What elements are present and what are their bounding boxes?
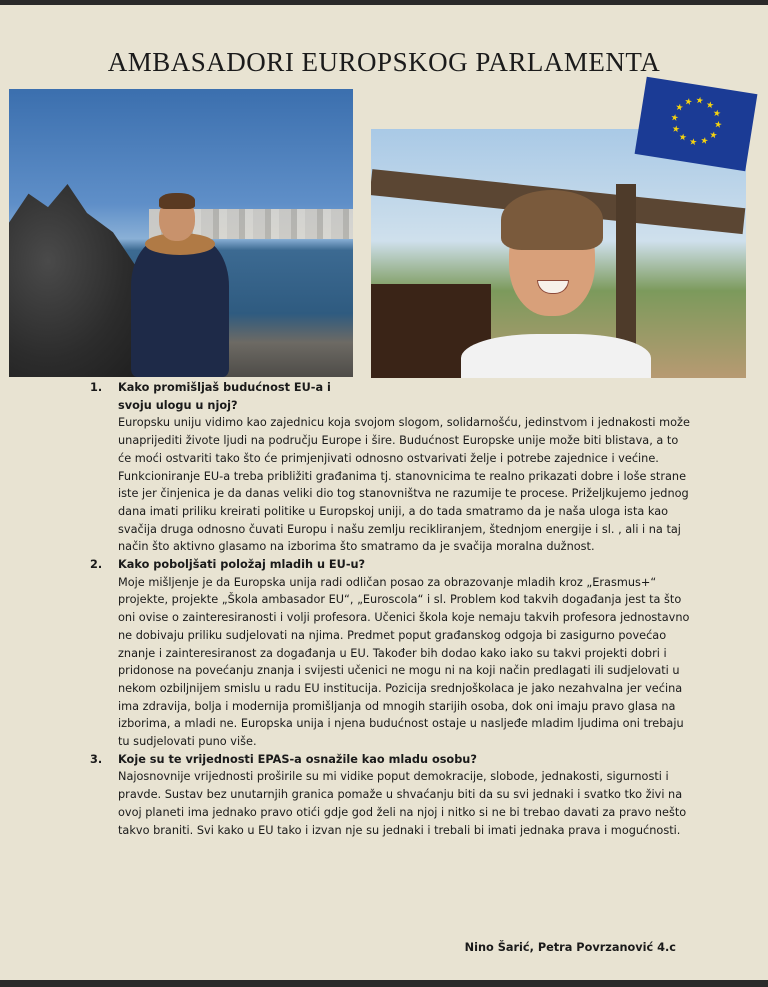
question-text: Kako promišljaš budućnost EU-a i svoju ulogu u njoj? <box>118 381 331 412</box>
svg-text:★: ★ <box>713 119 723 132</box>
svg-text:★: ★ <box>694 95 705 107</box>
answer-2: Moje mišljenje je da Europska unija radi odličan posao za obrazovanje mladih kroz „Erasmus+“ projekte, projekte „Škola ambasador EU“, „Euroscola“ i sl. Problem kod takvih događanja jest ta što oni ovise o zainteresiranosti i volji profesora. Učenici škola koje nemaju takvih profesora jednostavno ne dobivaju priliku sudjelovati na njima. Predmet poput građanskog odgoja bi zasigurno povećao znanje i zainteresiranost za događanja u EU. Također bih dodao kako iako su takvi projekti dobri i pridonose na povećanju znanja i svijesti učenici ne mogu ni na koji način predlagati ili sudjelovati u nekom ozbiljnijem smislu u radu EU institucija. Pozicija srednjoškolaca je jako nezahvalna jer većina ima zdravija, bolja i modernija promišljanja od mnogih starijih osoba, dok oni imaju pravo glasa na izborima, a mladi ne. Europska unija i njena budućnost ostaje u nasljeđe mladim ljudima oni trebaju tu sudjelovati puno više. <box>118 575 690 749</box>
breakwater-rocks <box>9 184 139 377</box>
svg-text:★: ★ <box>674 102 685 114</box>
answer-3: Najosnovnije vrijednosti proširile su mi vidike poput demokracije, slobode, jednakosti, sigurnosti i pravde. Sustav bez unutarnjih granica pomaže u shvaćanju biti da su svi jednaki i svatko tko živi na ovoj planeti ima jednako pravo otići gdje god želi na njoj i nitko si ne bi trebao davati za pravo nešto takvo braniti. Svi kako u EU tako i izvan nje su jednaki i trebali bi imati jednaka prava i mogućnosti. <box>118 770 687 837</box>
hair <box>159 193 195 209</box>
question-2 <box>90 556 690 574</box>
coat <box>131 237 229 377</box>
hair <box>501 190 603 250</box>
question-text: Koje su te vrijednosti EPAS-a osnažile kao mladu osobu? <box>118 752 477 766</box>
question-number: 2. <box>90 558 103 572</box>
svg-text:★: ★ <box>688 137 698 149</box>
photo-young-man-seaside <box>9 89 353 377</box>
page-title: AMBASADORI EUROPSKOG PARLAMENTA <box>107 47 661 77</box>
svg-text:★: ★ <box>708 130 719 142</box>
author-signature: Nino Šarić, Petra Povrzanović 4.c <box>464 941 676 954</box>
question-text: Kako poboljšati položaj mladih u EU-u? <box>118 558 366 572</box>
question-number: 1. <box>90 381 103 394</box>
svg-text:★: ★ <box>677 132 688 144</box>
document-page <box>0 5 768 980</box>
svg-text:★: ★ <box>683 96 694 109</box>
question-1 <box>90 379 690 414</box>
svg-text:★: ★ <box>671 124 681 136</box>
young-man <box>131 197 229 377</box>
svg-text:★: ★ <box>705 100 715 112</box>
answer-1: Europsku uniju vidimo kao zajednicu koja svojom slogom, solidarnošću, jedinstvom i jednakosti može unaprijediti živote ljudi na području Europe i šire. Budućnost Europske unije može biti blistava, a to će moći ostvariti tako što će primjenjivati odnosno ostvarivati želje i potrebe zajednice i većine. Funkcioniranje EU-a treba približiti građanima tj. stanovnicima te realno prikazati dobre i loše strane iste jer činjenica je da danas veliki dio tog stanovništva ne razumije te procese. Priželjkujemo jednog dana imati priliku kreirati politike u Europskoj uniji, a do tada smatramo da je naša uloga ista kao svačija druga odnosno čuvati Europu i našu zemlju recikliranjem, štednjom energije i sl. , ali i na taj način što aktivno glasamo na izborima što smatramo da je svačija moralna dužnost. <box>118 416 690 554</box>
photo-smiling-young-woman <box>371 129 746 378</box>
white-shirt <box>461 334 651 378</box>
question-3 <box>90 751 690 769</box>
young-woman <box>461 184 651 378</box>
svg-text:★: ★ <box>699 135 710 148</box>
article-body <box>90 379 690 839</box>
svg-text:★: ★ <box>669 113 680 125</box>
question-number: 3. <box>90 752 103 766</box>
svg-text:★: ★ <box>712 108 722 120</box>
